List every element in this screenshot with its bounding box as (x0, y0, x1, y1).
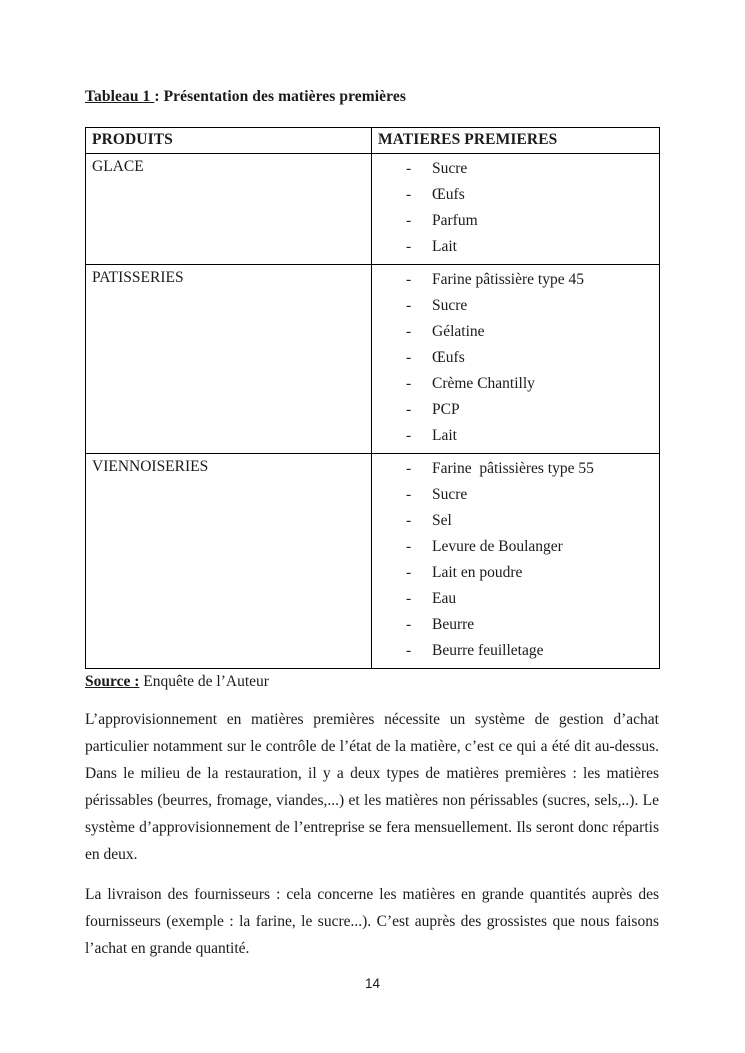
material-label: Sucre (432, 160, 468, 177)
bullet-dash: - (406, 323, 412, 340)
material-item (372, 156, 655, 182)
material-label: Œufs (432, 186, 465, 203)
material-item (372, 638, 655, 664)
table-caption-text: : Présentation des matières premières (154, 88, 406, 105)
source-text: Enquête de l’Auteur (139, 673, 269, 690)
material-item (372, 508, 655, 534)
material-item (372, 319, 655, 345)
material-label: Farine pâtissière type 45 (432, 271, 584, 288)
material-item (372, 560, 655, 586)
bullet-dash: - (406, 238, 412, 255)
table-header-row (86, 128, 660, 154)
product-cell: VIENNOISERIES (86, 454, 372, 669)
material-label: Beurre (432, 616, 475, 633)
product-cell: PATISSERIES (86, 265, 372, 454)
materials-cell (372, 454, 660, 669)
material-label: Œufs (432, 349, 465, 366)
bullet-dash: - (406, 642, 412, 659)
bullet-dash: - (406, 460, 412, 477)
material-item (372, 534, 655, 560)
bullet-dash: - (406, 590, 412, 607)
paragraph-livraison: La livraison des fournisseurs : cela concerne les matières en grande quantités auprès des fournisseurs (exemple : la farine, le sucre...). C’est auprès des grossistes que nous faisons l’achat en grande quantité. (85, 886, 659, 957)
material-item (372, 267, 655, 293)
bullet-dash: - (406, 297, 412, 314)
material-item (372, 397, 655, 423)
bullet-dash: - (406, 538, 412, 555)
material-label: Levure de Boulanger (432, 538, 563, 555)
material-label: Sucre (432, 297, 468, 314)
material-item (372, 345, 655, 371)
material-item (372, 371, 655, 397)
material-item (372, 234, 655, 260)
paragraph-approvisionnement: L’approvisionnement en matières premières nécessite un système de gestion d’achat particulier notamment sur le contrôle de l’état de la matière, c’est ce qui a été dit au-dessus. Dans le milieu de la restauration, il y a deux types de matières premières : les matières périssables (beurres, fromage, viandes,...) et les matières non périssables (sucres, sels,..). Le système d’approvisionnement de l’entreprise se fera mensuellement. Ils seront donc répartis en deux. (85, 711, 659, 863)
material-label: Crème Chantilly (432, 375, 535, 392)
material-label: Sel (432, 512, 452, 529)
material-label: Farine pâtissières type 55 (432, 460, 594, 477)
material-label: Eau (432, 590, 457, 607)
product-cell: GLACE (86, 154, 372, 265)
material-label: Sucre (432, 486, 468, 503)
material-label: PCP (432, 401, 460, 418)
material-label: Lait en poudre (432, 564, 523, 581)
material-label: Gélatine (432, 323, 485, 340)
bullet-dash: - (406, 512, 412, 529)
table-row (86, 265, 660, 454)
bullet-dash: - (406, 160, 412, 177)
material-item (372, 182, 655, 208)
material-item (372, 423, 655, 449)
document-content (85, 88, 659, 962)
material-label: Lait (432, 238, 457, 255)
column-header-produits: PRODUITS (86, 128, 372, 154)
material-item (372, 586, 655, 612)
bullet-dash: - (406, 375, 412, 392)
bullet-dash: - (406, 564, 412, 581)
bullet-dash: - (406, 186, 412, 203)
bullet-dash: - (406, 349, 412, 366)
material-label: Parfum (432, 212, 478, 229)
source-label: Source : (85, 673, 140, 690)
bullet-dash: - (406, 427, 412, 444)
materials-table (85, 127, 660, 669)
bullet-dash: - (406, 486, 412, 503)
table-caption (85, 88, 659, 106)
table-row (86, 154, 660, 265)
bullet-dash: - (406, 616, 412, 633)
material-item (372, 482, 655, 508)
bullet-dash: - (406, 401, 412, 418)
material-item (372, 208, 655, 234)
material-item (372, 456, 655, 482)
material-label: Lait (432, 427, 457, 444)
materials-cell (372, 265, 660, 454)
material-label: Beurre feuilletage (432, 642, 544, 659)
bullet-dash: - (406, 271, 412, 288)
source-line (85, 673, 659, 691)
table-caption-label: Tableau 1 (85, 88, 155, 105)
material-item (372, 612, 655, 638)
column-header-matieres-premieres: MATIERES PREMIERES (372, 128, 660, 154)
material-item (372, 293, 655, 319)
bullet-dash: - (406, 212, 412, 229)
page-number: 14 (364, 976, 381, 991)
table-row (86, 454, 660, 669)
materials-cell (372, 154, 660, 265)
